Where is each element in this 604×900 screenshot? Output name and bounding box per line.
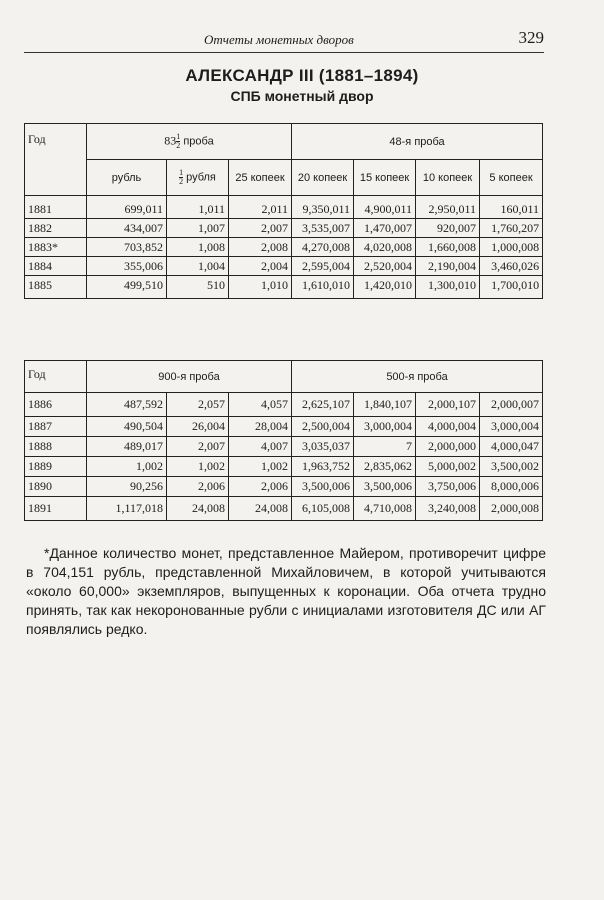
- unit-header: 20 копеек: [292, 160, 354, 196]
- value-cell: 2,007: [229, 219, 292, 238]
- value-cell: 6,105,008: [292, 497, 354, 521]
- year-cell: 1883*: [25, 238, 87, 257]
- table-row: [25, 393, 543, 417]
- value-cell: 4,000,004: [416, 417, 480, 437]
- value-cell: 2,000,007: [480, 393, 543, 417]
- mintage-table-1881-1885: [24, 123, 543, 299]
- group-header-83-proba: [87, 124, 292, 160]
- value-cell: 4,270,008: [292, 238, 354, 257]
- value-cell: 3,500,006: [354, 477, 416, 497]
- value-cell: 1,002: [167, 457, 229, 477]
- value-cell: 3,500,006: [292, 477, 354, 497]
- year-cell: 1890: [25, 477, 87, 497]
- value-cell: 1,117,018: [87, 497, 167, 521]
- year-cell: 1882: [25, 219, 87, 238]
- value-cell: 2,004: [229, 257, 292, 276]
- value-cell: 699,011: [87, 196, 167, 219]
- value-cell: 2,625,107: [292, 393, 354, 417]
- year-cell: 1887: [25, 417, 87, 437]
- year-cell: 1881: [25, 196, 87, 219]
- value-cell: 489,017: [87, 437, 167, 457]
- group-header-500-proba: 500-я проба: [292, 361, 543, 393]
- section-title: АЛЕКСАНДР III (1881–1894): [185, 66, 419, 85]
- year-cell: 1889: [25, 457, 87, 477]
- unit-header: 25 копеек: [229, 160, 292, 196]
- value-cell: 1,000,008: [480, 238, 543, 257]
- value-cell: 4,007: [229, 437, 292, 457]
- value-cell: 1,470,007: [354, 219, 416, 238]
- value-cell: 703,852: [87, 238, 167, 257]
- value-cell: 1,002: [229, 457, 292, 477]
- value-cell: 2,190,004: [416, 257, 480, 276]
- half-fraction-num: 1: [179, 168, 184, 177]
- year-header: Год: [25, 361, 87, 393]
- value-cell: 1,011: [167, 196, 229, 219]
- value-cell: 5,000,002: [416, 457, 480, 477]
- value-cell: 9,350,011: [292, 196, 354, 219]
- group-header-900-proba: 900-я проба: [87, 361, 292, 393]
- value-cell: 1,840,107: [354, 393, 416, 417]
- table-row: [25, 219, 543, 238]
- value-cell: 8,000,006: [480, 477, 543, 497]
- value-cell: 3,535,007: [292, 219, 354, 238]
- value-cell: 2,000,000: [416, 437, 480, 457]
- value-cell: 3,035,037: [292, 437, 354, 457]
- value-cell: 90,256: [87, 477, 167, 497]
- table-row: [25, 238, 543, 257]
- value-cell: 1,660,008: [416, 238, 480, 257]
- year-cell: 1891: [25, 497, 87, 521]
- half-fraction-den: 2: [179, 177, 184, 186]
- value-cell: 1,007: [167, 219, 229, 238]
- value-cell: 7: [354, 437, 416, 457]
- running-title: Отчеты монетных дворов: [204, 32, 354, 47]
- value-cell: 2,007: [167, 437, 229, 457]
- group-header-48-proba: 48-я проба: [292, 124, 543, 160]
- value-cell: 490,504: [87, 417, 167, 437]
- value-cell: 1,610,010: [292, 276, 354, 299]
- footnote: *Данное количество монет, представленное Майером, противоречит цифре в 704,151 рубль, представленной Михайловичем, в которой учитываются «около 60,000» экземпляров, выпущенных к коронации. Оба отчета трудно принять, так как некоронованные рубли с инициалами изготовителя ДС или АГ появлялись редко.: [26, 545, 546, 637]
- table-row: [25, 477, 543, 497]
- table-row: [25, 457, 543, 477]
- value-cell: 2,011: [229, 196, 292, 219]
- unit-header: 5 копеек: [480, 160, 543, 196]
- value-cell: 1,004: [167, 257, 229, 276]
- value-cell: 24,008: [167, 497, 229, 521]
- value-cell: 3,000,004: [354, 417, 416, 437]
- group-83-label: проба: [180, 135, 214, 148]
- value-cell: 2,520,004: [354, 257, 416, 276]
- value-cell: 26,004: [167, 417, 229, 437]
- value-cell: 1,300,010: [416, 276, 480, 299]
- value-cell: 4,710,008: [354, 497, 416, 521]
- unit-label: рубля: [186, 171, 216, 184]
- value-cell: 3,240,008: [416, 497, 480, 521]
- table-row: [25, 276, 543, 299]
- section-subtitle: СПБ монетный двор: [230, 88, 374, 104]
- value-cell: 434,007: [87, 219, 167, 238]
- value-cell: 499,510: [87, 276, 167, 299]
- value-cell: 920,007: [416, 219, 480, 238]
- value-cell: 3,500,002: [480, 457, 543, 477]
- page-header: [24, 28, 544, 53]
- group-83-fraction-num: 1: [176, 132, 181, 141]
- mintage-table-1886-1891: [24, 360, 543, 521]
- value-cell: 3,750,006: [416, 477, 480, 497]
- year-cell: 1885: [25, 276, 87, 299]
- value-cell: 1,420,010: [354, 276, 416, 299]
- value-cell: 1,008: [167, 238, 229, 257]
- half-fraction: [179, 169, 183, 186]
- table-row: [25, 437, 543, 457]
- value-cell: 510: [167, 276, 229, 299]
- value-cell: 2,006: [167, 477, 229, 497]
- value-cell: 355,006: [87, 257, 167, 276]
- value-cell: 2,835,062: [354, 457, 416, 477]
- value-cell: 4,900,011: [354, 196, 416, 219]
- table-row: [25, 497, 543, 521]
- value-cell: 3,460,026: [480, 257, 543, 276]
- table-row: [25, 417, 543, 437]
- value-cell: 1,760,207: [480, 219, 543, 238]
- year-cell: 1888: [25, 437, 87, 457]
- value-cell: 2,000,107: [416, 393, 480, 417]
- year-cell: 1886: [25, 393, 87, 417]
- value-cell: 2,057: [167, 393, 229, 417]
- value-cell: 1,700,010: [480, 276, 543, 299]
- unit-header: 15 копеек: [354, 160, 416, 196]
- value-cell: 2,950,011: [416, 196, 480, 219]
- unit-header: 10 копеек: [416, 160, 480, 196]
- value-cell: 2,595,004: [292, 257, 354, 276]
- value-cell: 4,020,008: [354, 238, 416, 257]
- unit-header: рубль: [87, 160, 167, 196]
- value-cell: 160,011: [480, 196, 543, 219]
- value-cell: 24,008: [229, 497, 292, 521]
- value-cell: 1,010: [229, 276, 292, 299]
- group-83-fraction-den: 2: [176, 141, 181, 150]
- value-cell: 4,000,047: [480, 437, 543, 457]
- value-cell: 2,000,008: [480, 497, 543, 521]
- value-cell: 2,006: [229, 477, 292, 497]
- value-cell: 2,008: [229, 238, 292, 257]
- group-83-value: 83: [164, 133, 177, 148]
- table-row: [25, 257, 543, 276]
- unit-header: [167, 160, 229, 196]
- page-number: 329: [518, 28, 544, 47]
- value-cell: 3,000,004: [480, 417, 543, 437]
- year-cell: 1884: [25, 257, 87, 276]
- value-cell: 1,963,752: [292, 457, 354, 477]
- value-cell: 28,004: [229, 417, 292, 437]
- table-row: [25, 196, 543, 219]
- year-header: Год: [25, 124, 87, 196]
- value-cell: 1,002: [87, 457, 167, 477]
- value-cell: 2,500,004: [292, 417, 354, 437]
- value-cell: 487,592: [87, 393, 167, 417]
- value-cell: 4,057: [229, 393, 292, 417]
